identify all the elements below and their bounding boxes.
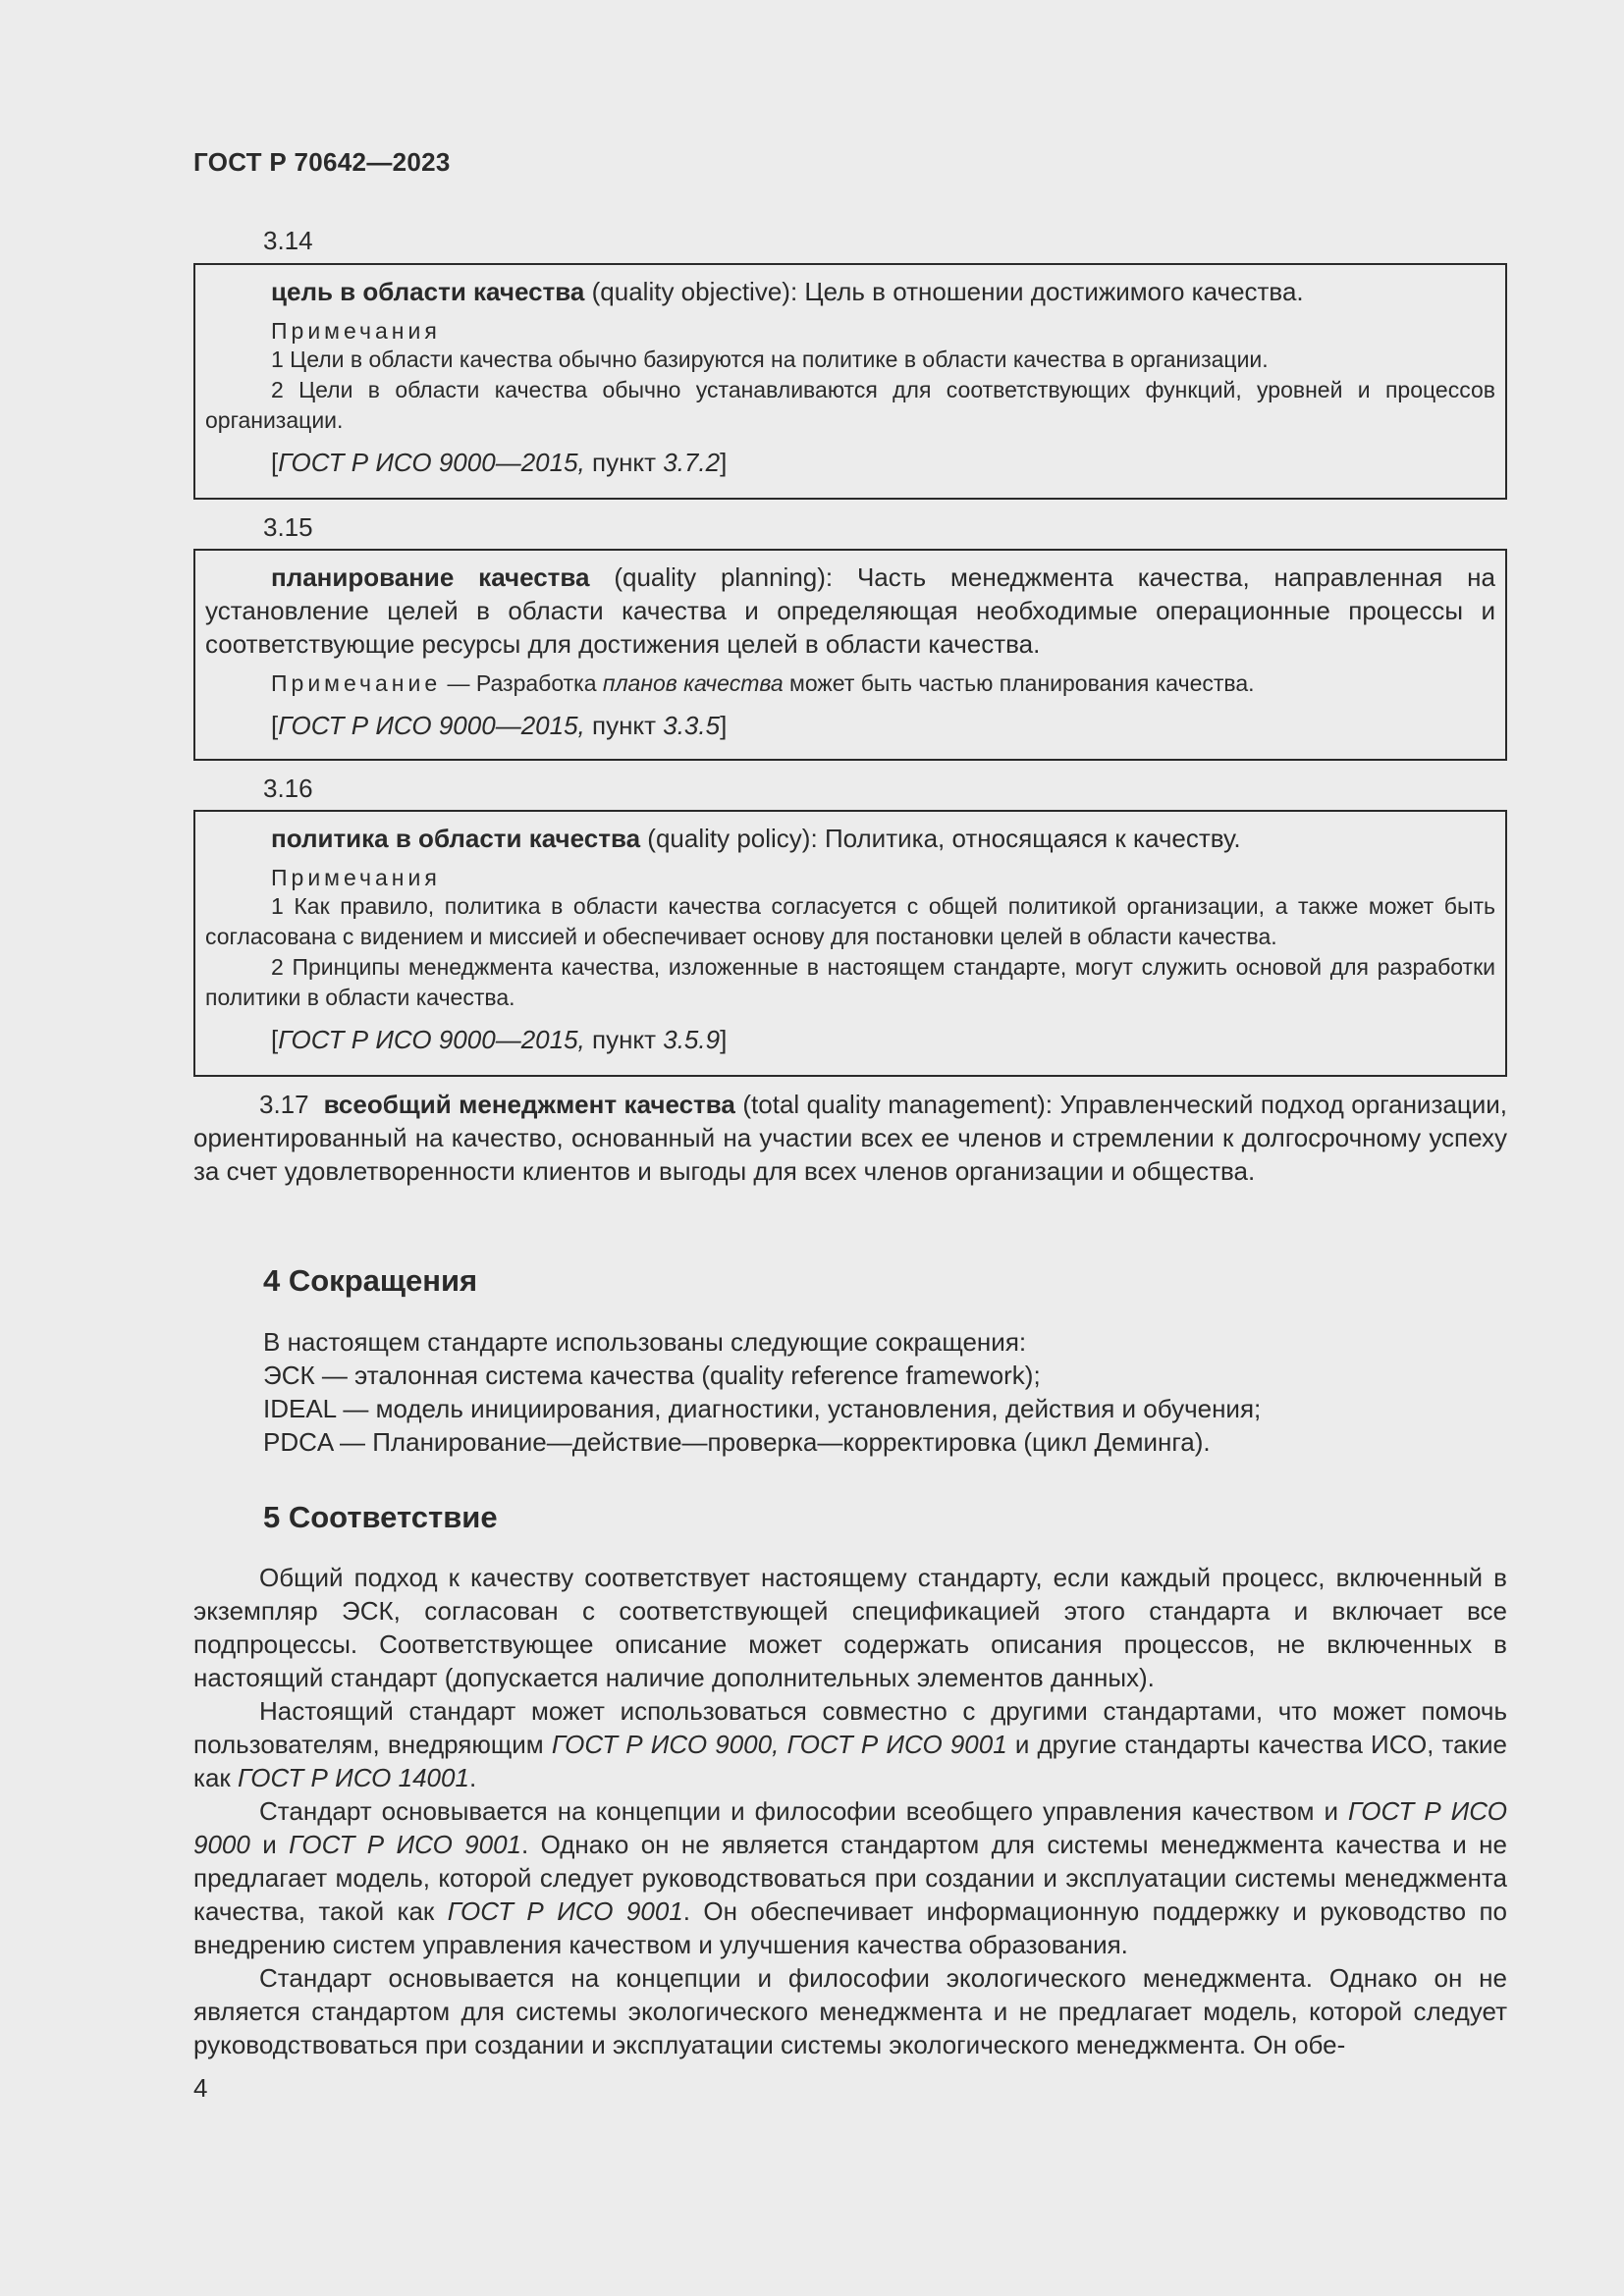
notes-heading: Примечания xyxy=(271,865,441,890)
term-source: [ГОСТ Р ИСО 9000—2015, пункт 3.3.5] xyxy=(271,711,728,740)
term-definition xyxy=(205,275,1495,308)
paragraph: Стандарт основывается на концепции и философии экологического менеджмента. Однако он не является стандартом для системы экологического менеджмента и не предлагает модель, которой следует руководствоваться при создании и эксплуатации системы экологического менеджмента. Он обе- xyxy=(193,1963,1507,2059)
notes-heading: Примечания xyxy=(271,318,441,344)
paragraph: Стандарт основывается на концепции и философии всеобщего управления качеством и ГОСТ Р ИСО 9000 и ГОСТ Р ИСО 9001. Однако он не является стандартом для системы менеджмента качества и не предлагает модель, которой следует руководствоваться при создании и эксплуатации системы менеджмента качества, такой как ГОСТ Р ИСО 9001. Он обеспечивает информационную поддержку и руководство по внедрению систем управления качеством и улучшения качества образования. xyxy=(193,1796,1507,1959)
term-title: всеобщий менеджмент качества xyxy=(323,1090,735,1119)
term-definition-text: Политика, относящаяся к качеству. xyxy=(824,824,1241,853)
abbreviation-item: ЭСК — эталонная система качества (quality reference framework); xyxy=(263,1361,1041,1390)
term-english: (quality policy): xyxy=(647,824,818,853)
section-5-body xyxy=(193,1561,1507,2061)
term-box-3-16 xyxy=(193,810,1507,1077)
page-number: 4 xyxy=(193,2073,208,2103)
term-number-3-17: 3.17 xyxy=(259,1090,309,1119)
abbreviations-intro: В настоящем стандарте использованы следующие сокращения: xyxy=(263,1327,1027,1357)
term-source: [ГОСТ Р ИСО 9000—2015, пункт 3.5.9] xyxy=(271,1025,728,1054)
term-source: [ГОСТ Р ИСО 9000—2015, пункт 3.7.2] xyxy=(271,448,728,477)
note-single: Примечание — Разработка планов качества может быть частью планирования качества. xyxy=(271,670,1255,696)
term-box-3-14 xyxy=(193,263,1507,500)
term-definition xyxy=(193,1088,1507,1188)
note-item: 2 Принципы менеджмента качества, изложенные в настоящем стандарте, могут служить основой для разработки политики в области качества. xyxy=(205,954,1495,1010)
term-definition-text: Цель в отношении достижимого качества. xyxy=(804,277,1304,306)
term-definition xyxy=(205,822,1495,855)
section-4-title: 4 Сокращения xyxy=(263,1263,478,1298)
term-title: планирование качества xyxy=(271,562,590,592)
note-item: 1 Цели в области качества обычно базируются на политике в области качества в организации. xyxy=(271,347,1269,372)
paragraph: Общий подход к качеству соответствует настоящему стандарту, если каждый процесс, включенный в экземпляр ЭСК, согласован с соответствующей спецификацией этого стандарта и включает все подпроцессы. Соответствующее описание может содержать описания процессов, не включенных в настоящий стандарт (допускается наличие дополнительных элементов данных). xyxy=(193,1563,1507,1692)
note-item: 2 Цели в области качества обычно устанавливаются для соответствующих функций, уровней и процессов организации. xyxy=(205,377,1495,433)
term-3-17 xyxy=(193,1088,1507,1188)
term-title: цель в области качества xyxy=(271,277,585,306)
term-title: политика в области качества xyxy=(271,824,641,853)
term-box-3-15 xyxy=(193,549,1507,761)
term-english: (total quality management): xyxy=(742,1090,1053,1119)
section-5-title: 5 Соответствие xyxy=(263,1500,498,1534)
term-number-3-16: 3.16 xyxy=(263,774,313,803)
document-header: ГОСТ Р 70642—2023 xyxy=(193,147,451,177)
term-definition xyxy=(205,561,1495,661)
abbreviation-item: IDEAL — модель инициирования, диагностики, установления, действия и обучения; xyxy=(263,1394,1262,1423)
note-item: 1 Как правило, политика в области качества согласуется с общей политикой организации, а также может быть согласована с видением и миссией и обеспечивает основу для постановки целей в области качества. xyxy=(205,893,1495,949)
abbreviations-list xyxy=(193,1325,1507,1459)
term-definition-text: Управленческий подход организации, ориентированный на качество, основанный на участии всех ее членов и стремлении к долгосрочному успеху за счет удовлетворенности клиентов и выгоды для всех членов организации и общества. xyxy=(193,1090,1507,1186)
term-number-3-15: 3.15 xyxy=(263,512,313,542)
term-english: (quality planning): xyxy=(614,562,834,592)
term-number-3-14: 3.14 xyxy=(263,226,313,255)
term-english: (quality objective): xyxy=(591,277,798,306)
paragraph: Настоящий стандарт может использоваться совместно с другими стандартами, что может помочь пользователям, внедряющим ГОСТ Р ИСО 9000, ГОСТ Р ИСО 9001 и другие стандарты качества ИСО, такие как ГОСТ Р ИСО 14001. xyxy=(193,1696,1507,1792)
abbreviation-item: PDCA — Планирование—действие—проверка—корректировка (цикл Деминга). xyxy=(263,1427,1211,1457)
term-definition-text: Часть менеджмента качества, направленная на установление целей в области качества и определяющая необходимые операционные процессы и соответствующие ресурсы для достижения целей в области качества. xyxy=(205,562,1496,659)
